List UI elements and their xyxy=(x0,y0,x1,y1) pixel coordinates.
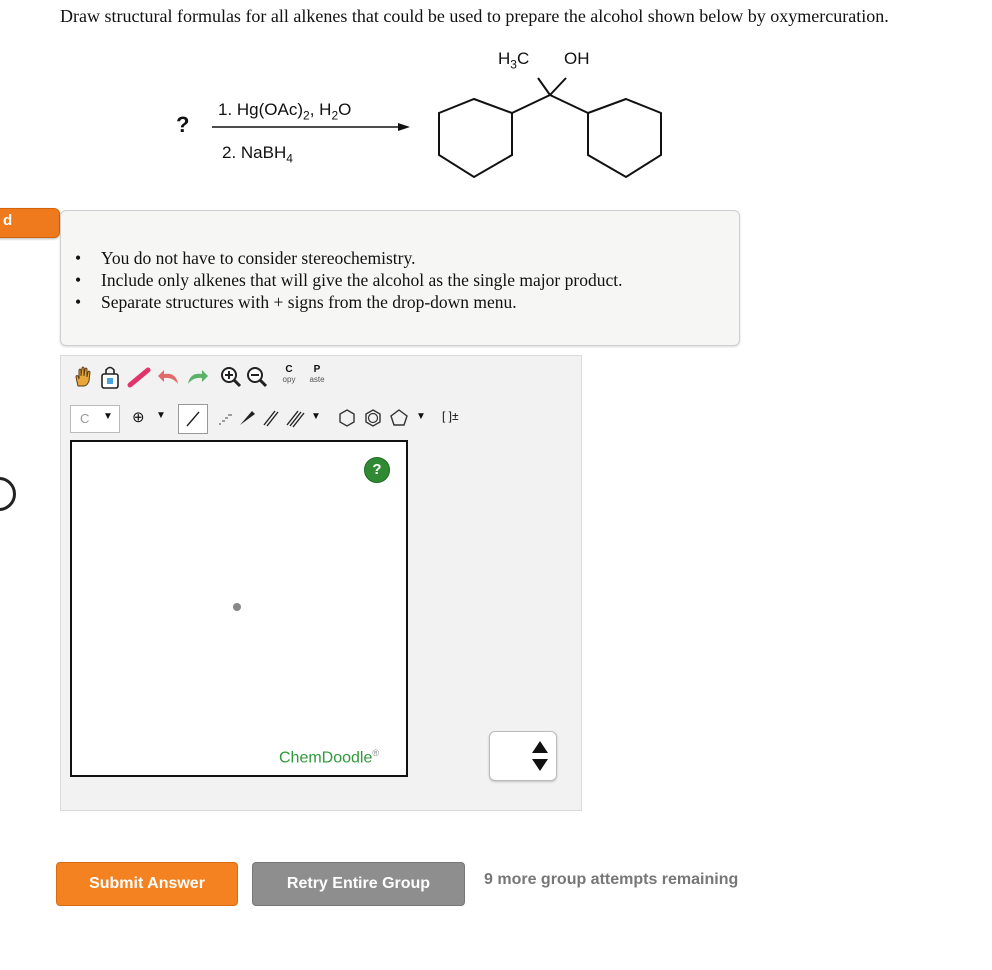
methyl-sub: 3 xyxy=(510,57,517,72)
product-molecule xyxy=(430,66,680,186)
plus-separator-select[interactable] xyxy=(489,731,557,781)
brand-mark: ® xyxy=(372,748,380,758)
help-button[interactable]: ? xyxy=(364,457,390,483)
chemdoodle-brand xyxy=(279,748,379,767)
step1-sub2: 2 xyxy=(331,108,339,123)
wedge-bond-icon[interactable] xyxy=(234,404,260,432)
instructions-box xyxy=(60,210,740,346)
triple-bond-select[interactable] xyxy=(282,404,326,432)
reactant-unknown: ? xyxy=(176,112,190,137)
double-bond-icon[interactable] xyxy=(258,404,284,432)
lasso-lock-icon[interactable] xyxy=(98,364,122,390)
step1-mid: , H xyxy=(309,100,332,119)
hand-icon[interactable] xyxy=(72,366,94,388)
copy-label-bottom: opy xyxy=(282,375,296,384)
undo-icon[interactable] xyxy=(156,366,182,388)
step1-sub: 2 xyxy=(303,108,310,123)
attempts-remaining: 9 more group attempts remaining xyxy=(484,871,739,888)
zoom-out-icon[interactable] xyxy=(246,366,268,388)
bracket-button[interactable]: [ ]± xyxy=(442,409,459,423)
hydroxyl-label: OH xyxy=(564,49,590,68)
up-down-arrows-icon xyxy=(530,739,550,773)
copy-button[interactable] xyxy=(278,364,300,388)
methyl-c: C xyxy=(516,49,530,68)
cyclohexane-icon[interactable] xyxy=(334,405,360,431)
zoom-in-icon[interactable] xyxy=(220,366,242,388)
canvas-dot xyxy=(233,603,241,611)
triple-bond-icon xyxy=(282,404,310,432)
side-tab-label: d xyxy=(3,212,13,229)
reagent-step-2 xyxy=(222,143,293,165)
submit-answer-button[interactable]: Submit Answer xyxy=(56,862,238,906)
charge-plus-icon: ⊕ xyxy=(132,409,145,426)
side-circle-icon[interactable] xyxy=(0,477,16,511)
single-bond-button[interactable] xyxy=(178,404,208,434)
eraser-icon[interactable] xyxy=(126,366,152,388)
step2-sub: 4 xyxy=(286,151,293,166)
step1-suffix: O xyxy=(338,100,352,119)
redo-icon[interactable] xyxy=(184,366,210,388)
instruction-item: • Separate structures with + signs from the drop-down menu. xyxy=(101,291,622,313)
chevron-down-icon: ▼ xyxy=(103,411,113,422)
cyclopentane-icon xyxy=(386,405,412,431)
reaction-arrow xyxy=(212,120,412,134)
side-tab[interactable] xyxy=(0,208,60,238)
step1-prefix: 1. Hg(OAc) xyxy=(218,100,304,119)
single-bond-icon xyxy=(179,405,207,433)
element-select[interactable] xyxy=(70,405,120,433)
chevron-down-icon: ▼ xyxy=(156,410,166,421)
retry-group-button[interactable]: Retry Entire Group xyxy=(252,862,465,906)
chevron-down-icon: ▼ xyxy=(311,411,321,422)
ring-select[interactable] xyxy=(386,405,434,431)
paste-button[interactable] xyxy=(304,364,330,388)
element-value: C xyxy=(80,411,90,426)
brand-text: ChemDoodle xyxy=(279,749,373,767)
instruction-item: • You do not have to consider stereochemistry. xyxy=(101,247,622,269)
charge-select[interactable] xyxy=(124,405,172,431)
copy-label-top: C xyxy=(285,364,293,375)
benzene-icon[interactable] xyxy=(360,405,386,431)
methyl-label xyxy=(498,49,529,71)
instructions-list xyxy=(101,247,622,313)
methyl-h: H xyxy=(498,49,511,68)
instruction-item: • Include only alkenes that will give the alcohol as the single major product. xyxy=(101,269,622,291)
paste-label-top: P xyxy=(313,364,321,375)
step2-prefix: 2. NaBH xyxy=(222,143,287,162)
paste-label-bottom: aste xyxy=(309,375,325,384)
question-text: Draw structural formulas for all alkenes that could be used to prepare the alcohol shown below by oxymercuration. xyxy=(60,6,889,26)
chevron-down-icon: ▼ xyxy=(416,411,426,422)
